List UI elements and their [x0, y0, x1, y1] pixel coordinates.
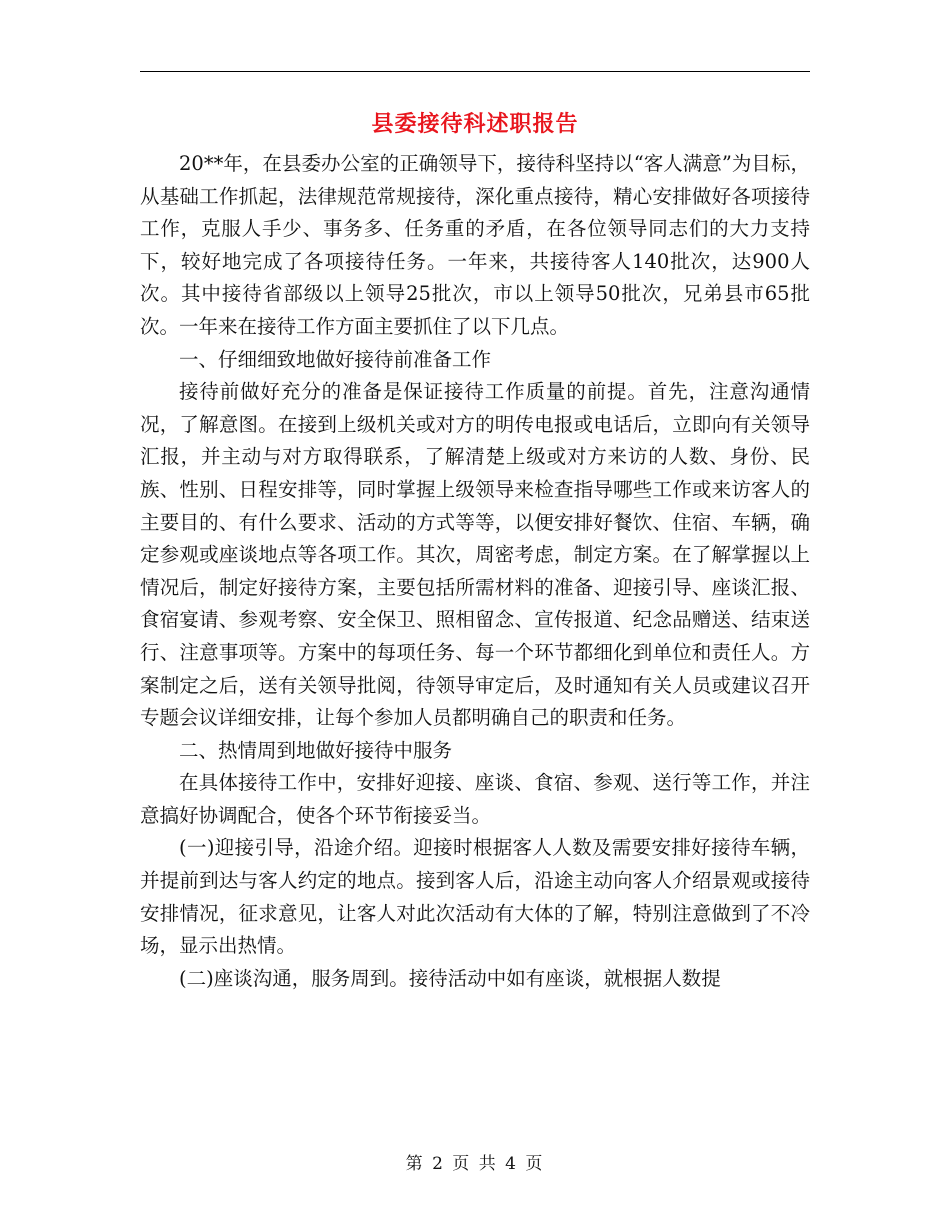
document-body — [140, 148, 810, 995]
page-number-footer: 第 2 页 共 4 页 — [405, 1154, 545, 1174]
subsection-1-paragraph: (一)迎接引导，沿途介绍。迎接时根据客人人数及需要安排好接待车辆，并提前到达与客人约定的地点。接到客人后，沿途主动向客人介绍景观或接待安排情况，征求意见，让客人对此次活动有大体的了解，特别注意做到了不冷场，显示出热情。 — [140, 836, 810, 958]
section-heading-1: 一、仔细细致地做好接待前准备工作 — [179, 347, 492, 371]
subsection-2-paragraph: (二)座谈沟通，服务周到。接待活动中如有座谈，就根据人数提 — [179, 966, 721, 990]
document-title: 县委接待科述职报告 — [371, 111, 579, 137]
section-heading-2: 二、热情周到地做好接待中服务 — [179, 738, 453, 762]
section-1-paragraph: 接待前做好充分的准备是保证接待工作质量的前提。首先，注意沟通情况，了解意图。在接到上级机关或对方的明传电报或电话后，立即向有关领导汇报，并主动与对方取得联系，了解清楚上级或对方来访的人数、身份、民族、性别、日程安排等，同时掌握上级领导来检查指导哪些工作或来访客人的主要目的、有什么要求、活动的方式等等，以便安排好餐饮、住宿、车辆，确定参观或座谈地点等各项工作。其次，周密考虑，制定方案。在了解掌握以上情况后，制定好接待方案，主要包括所需材料的准备、迎接引导、座谈汇报、食宿宴请、参观考察、安全保卫、照相留念、宣传报道、纪念品赠送、结束送行、注意事项等。方案中的每项任务、每一个环节都细化到单位和责任人。方案制定之后，送有关领导批阅，待领导审定后，及时通知有关人员或建议召开专题会议详细安排，让每个参加人员都明确自己的职责和任务。 — [140, 380, 810, 730]
intro-paragraph: 20**年，在县委办公室的正确领导下，接待科坚持以“客人满意”为目标，从基础工作抓起，法律规范常规接待，深化重点接待，精心安排做好各项接待工作，克服人手少、事务多、任务重的矛盾，在各位领导同志们的大力支持下，较好地完成了各项接待任务。一年来，共接待客人140批次，达900人次。其中接待省部级以上领导25批次，市以上领导50批次，兄弟县市65批次。一年来在接待工作方面主要抓住了以下几点。 — [140, 152, 810, 338]
header-rule — [140, 71, 810, 72]
section-2-paragraph: 在具体接待工作中，安排好迎接、座谈、食宿、参观、送行等工作，并注意搞好协调配合，使各个环节衔接妥当。 — [140, 771, 810, 827]
